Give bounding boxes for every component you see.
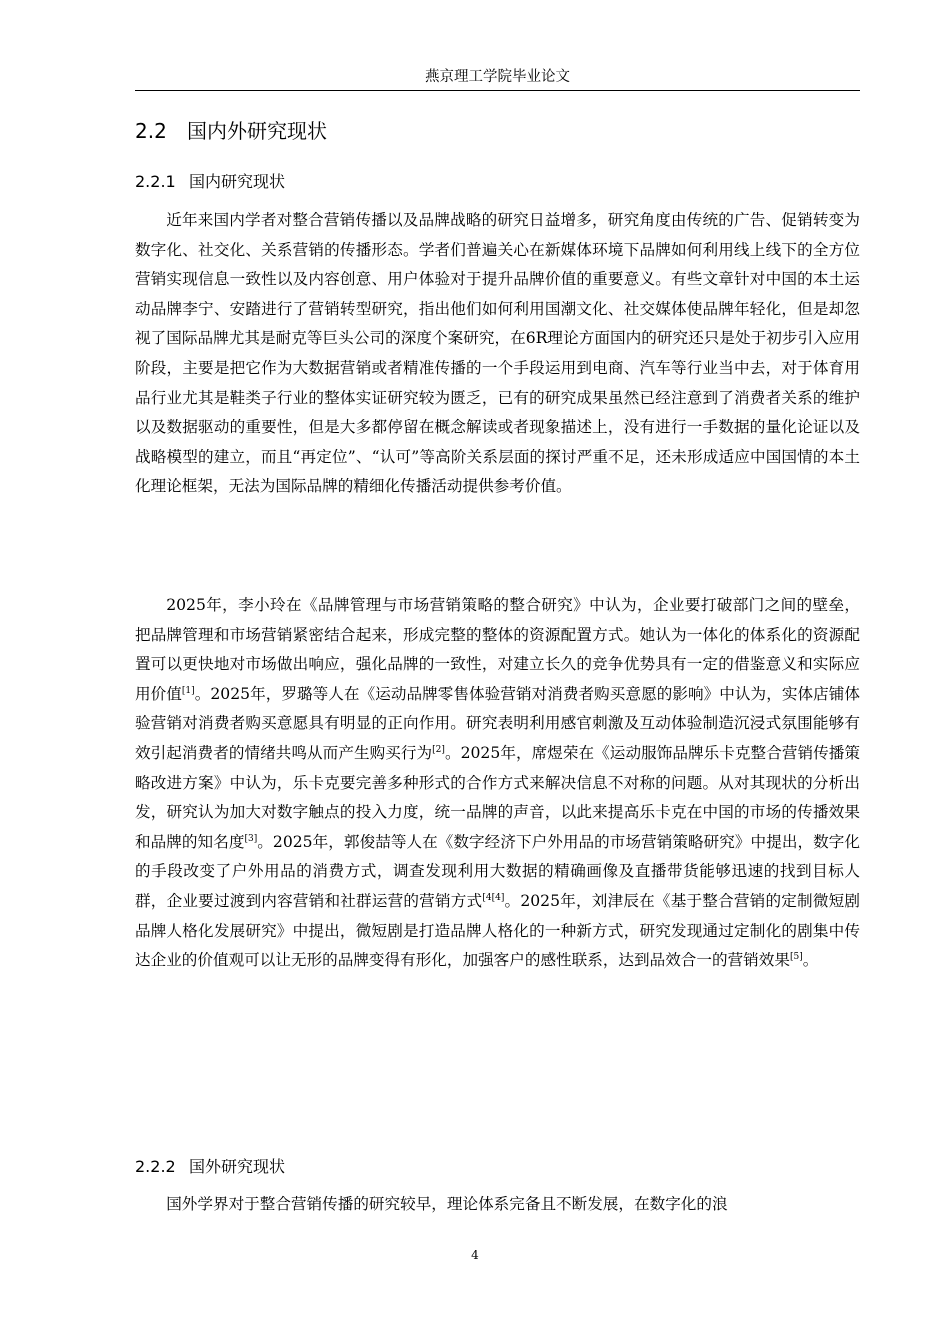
- subsection-heading-domestic: [135, 170, 285, 194]
- citation-ref: [5]: [789, 952, 803, 963]
- subsection-heading-foreign: [135, 1155, 285, 1179]
- paragraph-domestic-literature: [135, 591, 860, 976]
- page-number: 4: [471, 1248, 479, 1262]
- text-span: 。2025年，刘津辰在《基于整合营销的定制微短剧品牌人格化发展研究》中提出，微短剧是打造品牌人格化的一种新方式，研究发现通过定制化的剧集中传达企业的价值观可以让无形的品牌变得有形化，加强客户的感性联系，达到品效合一的营销效果: [135, 891, 860, 970]
- text-span: 2025年，李小玲在《品牌管理与市场营销策略的整合研究》中认为，企业要打破部门之间的壁垒，把品牌管理和市场营销紧密结合起来，形成完整的整体的资源配置方式。她认为一体化的体系化的资源配置可以更快地对市场做出响应，强化品牌的一致性，对建立长久的竞争优势具有一定的借鉴意义和实际应用价值: [135, 596, 860, 703]
- section-title: 国内外研究现状: [187, 119, 327, 143]
- citation-ref: [4]: [491, 892, 505, 903]
- text-span: 。2025年，席煜荣在《运动服饰品牌乐卡克整合营销传播策略改进方案》中认为，乐卡克要完善多种形式的合作方式来解决信息不对称的问题。从对其现状的分析出发，研究认为加大对数字触点的投入力度，统一品牌的声音，以此来提高乐卡克在中国的市场的传播效果和品牌的知名度: [135, 743, 860, 851]
- subsection-number: 2.2.2: [135, 1157, 176, 1176]
- text-span: 。2025年，郭俊喆等人在《数字经济下户外用品的市场营销策略研究》中提出，数字化的手段改变了户外用品的消费方式，调查发现利用大数据的精确画像及直播带货能够迅速的找到目标人群，企业要过渡到内容营销和社群运营的营销方式: [135, 832, 860, 910]
- text-span: 。2025年，罗璐等人在《运动品牌零售体验营销对消费者购买意愿的影响》中认为，实体店铺体验营销对消费者购买意愿具有明显的正向作用。研究表明利用感官刺激及互动体验制造沉浸式氛围能够有效引起消费者的情绪共鸣从而产生购买行为: [135, 684, 860, 762]
- text-span: 。: [802, 951, 819, 970]
- paragraph-domestic-overview: 近年来国内学者对整合营销传播以及品牌战略的研究日益增多，研究角度由传统的广告、促销转变为数字化、社交化、关系营销的传播形态。学者们普遍关心在新媒体环境下品牌如何利用线上线下的全方位营销实现信息一致性以及内容创意、用户体验对于提升品牌价值的重要意义。有些文章针对中国的本土运动品牌李宁、安踏进行了营销转型研究，指出他们如何利用国潮文化、社交媒体使品牌年轻化，但是却忽视了国际品牌尤其是耐克等巨头公司的深度个案研究，在6R理论方面国内的研究还只是处于初步引入应用阶段，主要是把它作为大数据营销或者精准传播的一个手段运用到电商、汽车等行业当中去，对于体育用品行业尤其是鞋类子行业的整体实证研究较为匮乏，已有的研究成果虽然已经注意到了消费者关系的维护以及数据驱动的重要性，但是大多都停留在概念解读或者现象描述上，没有进行一手数据的量化论证以及战略模型的建立，而且“再定位”、“认可”等高阶关系层面的探讨严重不足，还未形成适应中国国情的本土化理论框架，无法为国际品牌的精细化传播活动提供参考价值。: [135, 211, 860, 496]
- section-heading: [135, 116, 327, 146]
- section-number: 2.2: [135, 119, 167, 143]
- citation-ref: [2]: [432, 744, 445, 755]
- subsection-title: 国内研究现状: [189, 172, 286, 191]
- paragraph-foreign-overview: 国外学界对于整合营销传播的研究较早，理论体系完备且不断发展，在数字化的浪: [166, 1195, 728, 1213]
- subsection-title: 国外研究现状: [189, 1157, 286, 1176]
- subsection-number: 2.2.1: [135, 172, 176, 191]
- citation-ref: [4: [482, 892, 492, 903]
- citation-ref: [1]: [181, 685, 195, 696]
- running-header: 燕京理工学院毕业论文: [135, 64, 860, 91]
- citation-ref: [3]: [244, 833, 258, 844]
